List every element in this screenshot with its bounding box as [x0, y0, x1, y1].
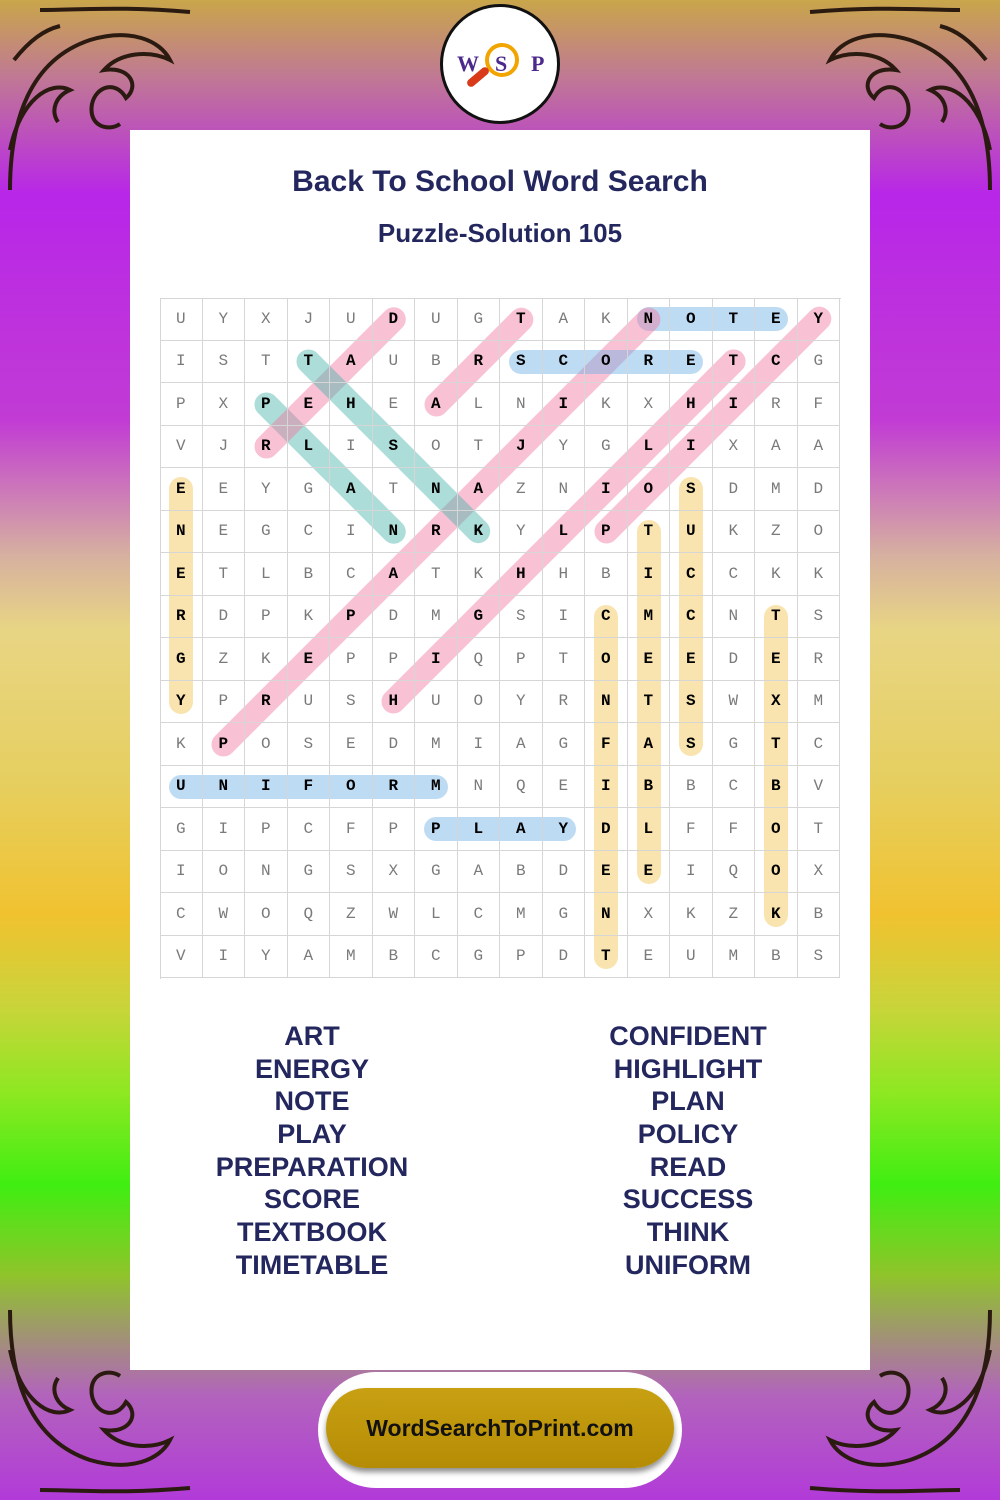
- grid-cell[interactable]: Y: [245, 936, 288, 979]
- grid-cell[interactable]: R: [415, 511, 458, 554]
- grid-cell[interactable]: C: [670, 553, 713, 596]
- word-list-item: SCORE: [263, 1184, 361, 1215]
- grid-cell[interactable]: A: [415, 383, 458, 426]
- grid-cell[interactable]: Q: [713, 851, 756, 894]
- grid-cell[interactable]: T: [628, 511, 671, 554]
- grid-cell[interactable]: I: [543, 383, 586, 426]
- grid-cell[interactable]: I: [330, 426, 373, 469]
- grid-cell[interactable]: C: [288, 808, 331, 851]
- grid-cell[interactable]: W: [713, 681, 756, 724]
- grid-cell[interactable]: C: [713, 766, 756, 809]
- grid-cell[interactable]: Z: [755, 511, 798, 554]
- grid-cell[interactable]: I: [203, 936, 246, 979]
- grid-cell[interactable]: D: [373, 723, 416, 766]
- word-list-item: UNIFORM: [625, 1249, 751, 1280]
- grid-cell[interactable]: J: [288, 298, 331, 341]
- grid-cell[interactable]: B: [415, 341, 458, 384]
- word-list-item: NOTE: [274, 1086, 350, 1117]
- grid-cell[interactable]: O: [755, 851, 798, 894]
- grid-cell[interactable]: T: [288, 341, 331, 384]
- word-list-item: ART: [284, 1021, 340, 1051]
- grid-cell[interactable]: H: [500, 553, 543, 596]
- grid-cell[interactable]: F: [330, 808, 373, 851]
- grid-cell[interactable]: Y: [203, 298, 246, 341]
- grid-cell[interactable]: D: [203, 596, 246, 639]
- grid-cell[interactable]: M: [798, 681, 841, 724]
- grid-cell[interactable]: Q: [288, 893, 331, 936]
- grid-cell[interactable]: P: [415, 808, 458, 851]
- grid-cell[interactable]: M: [755, 468, 798, 511]
- grid-cell[interactable]: S: [373, 426, 416, 469]
- grid-cell[interactable]: L: [628, 426, 671, 469]
- grid-cell[interactable]: R: [543, 681, 586, 724]
- grid-cell[interactable]: A: [798, 426, 841, 469]
- grid-cell[interactable]: O: [245, 723, 288, 766]
- grid-cell[interactable]: M: [713, 936, 756, 979]
- grid-cell[interactable]: N: [203, 766, 246, 809]
- grid-cell[interactable]: T: [373, 468, 416, 511]
- grid-cell[interactable]: N: [160, 511, 203, 554]
- grid-cell[interactable]: O: [585, 638, 628, 681]
- grid-cell[interactable]: L: [628, 808, 671, 851]
- grid-cell[interactable]: T: [500, 298, 543, 341]
- grid-cell[interactable]: N: [628, 298, 671, 341]
- grid-cell[interactable]: A: [755, 426, 798, 469]
- grid-cell[interactable]: N: [585, 893, 628, 936]
- grid-cell[interactable]: A: [458, 468, 501, 511]
- word-list-item: SUCCESS: [622, 1184, 754, 1215]
- grid-cell[interactable]: F: [798, 383, 841, 426]
- grid-cell[interactable]: G: [543, 723, 586, 766]
- grid-cell[interactable]: D: [373, 596, 416, 639]
- grid-cell[interactable]: I: [415, 638, 458, 681]
- grid-cell[interactable]: O: [628, 468, 671, 511]
- grid-cell[interactable]: M: [415, 596, 458, 639]
- grid-cell[interactable]: I: [585, 766, 628, 809]
- grid-cell[interactable]: D: [585, 808, 628, 851]
- grid-cell[interactable]: U: [415, 681, 458, 724]
- grid-cell[interactable]: P: [585, 511, 628, 554]
- grid-cell[interactable]: X: [798, 851, 841, 894]
- grid-cell[interactable]: E: [203, 511, 246, 554]
- grid-cell[interactable]: K: [458, 511, 501, 554]
- grid-cell[interactable]: O: [458, 681, 501, 724]
- grid-cell[interactable]: E: [585, 851, 628, 894]
- grid-cell[interactable]: G: [458, 596, 501, 639]
- grid-cell[interactable]: O: [245, 893, 288, 936]
- grid-cell[interactable]: O: [330, 766, 373, 809]
- grid-cell[interactable]: Q: [458, 638, 501, 681]
- grid-cell[interactable]: P: [245, 596, 288, 639]
- grid-cell[interactable]: C: [543, 341, 586, 384]
- grid-cell[interactable]: M: [500, 893, 543, 936]
- grid-cell[interactable]: D: [798, 468, 841, 511]
- grid-cell[interactable]: S: [330, 851, 373, 894]
- grid-cell[interactable]: V: [160, 426, 203, 469]
- grid-cell[interactable]: I: [160, 851, 203, 894]
- grid-cell[interactable]: B: [798, 893, 841, 936]
- grid-cell[interactable]: C: [670, 596, 713, 639]
- grid-cell[interactable]: T: [713, 298, 756, 341]
- grid-cell[interactable]: N: [543, 468, 586, 511]
- grid-cell[interactable]: E: [160, 468, 203, 511]
- grid-cell[interactable]: C: [585, 596, 628, 639]
- word-list-item: ENERGY: [254, 1053, 370, 1084]
- grid-cell[interactable]: W: [373, 893, 416, 936]
- grid-cell[interactable]: G: [288, 851, 331, 894]
- grid-cell[interactable]: U: [373, 341, 416, 384]
- grid-cell[interactable]: R: [755, 383, 798, 426]
- grid-cell[interactable]: O: [415, 426, 458, 469]
- grid-cell[interactable]: I: [670, 851, 713, 894]
- grid-cell[interactable]: B: [755, 766, 798, 809]
- grid-cell[interactable]: L: [543, 511, 586, 554]
- word-list-item: TEXTBOOK: [236, 1217, 387, 1248]
- grid-cell[interactable]: C: [755, 341, 798, 384]
- site-link[interactable]: WordSearchToPrint.com: [326, 1388, 674, 1468]
- grid-cell[interactable]: X: [628, 893, 671, 936]
- grid-cell[interactable]: O: [670, 298, 713, 341]
- grid-cell[interactable]: N: [585, 681, 628, 724]
- grid-cell[interactable]: I: [585, 468, 628, 511]
- grid-cell[interactable]: T: [628, 681, 671, 724]
- grid-cell[interactable]: B: [373, 936, 416, 979]
- grid-cell[interactable]: Z: [500, 468, 543, 511]
- grid-cell[interactable]: I: [458, 723, 501, 766]
- grid-cell[interactable]: B: [500, 851, 543, 894]
- grid-cell[interactable]: Y: [798, 298, 841, 341]
- grid-cell[interactable]: D: [713, 468, 756, 511]
- grid-cell[interactable]: G: [543, 893, 586, 936]
- grid-cell[interactable]: I: [543, 596, 586, 639]
- grid-cell[interactable]: F: [288, 766, 331, 809]
- grid-cell[interactable]: M: [415, 723, 458, 766]
- grid-cell[interactable]: D: [543, 851, 586, 894]
- grid-cell[interactable]: P: [245, 383, 288, 426]
- grid-cell[interactable]: S: [798, 936, 841, 979]
- grid-cell[interactable]: G: [415, 851, 458, 894]
- grid-cell[interactable]: E: [373, 383, 416, 426]
- grid-cell[interactable]: A: [330, 468, 373, 511]
- grid-cell[interactable]: P: [330, 596, 373, 639]
- grid-cell[interactable]: H: [330, 383, 373, 426]
- grid-cell[interactable]: R: [458, 341, 501, 384]
- word-list-item: PREPARATION: [215, 1151, 409, 1182]
- grid-cell[interactable]: C: [330, 553, 373, 596]
- grid-cell[interactable]: E: [755, 638, 798, 681]
- grid-cell[interactable]: Y: [500, 681, 543, 724]
- grid-cell[interactable]: E: [160, 553, 203, 596]
- grid-cell[interactable]: M: [628, 596, 671, 639]
- page-subtitle: Puzzle-Solution 105: [377, 218, 623, 248]
- grid-cell[interactable]: Q: [500, 766, 543, 809]
- grid-cell[interactable]: B: [670, 766, 713, 809]
- word-list-item: THINK: [646, 1217, 730, 1248]
- grid-cell[interactable]: E: [670, 638, 713, 681]
- grid-cell[interactable]: R: [628, 341, 671, 384]
- grid-cell[interactable]: X: [373, 851, 416, 894]
- grid-cell[interactable]: I: [160, 341, 203, 384]
- grid-cell[interactable]: O: [585, 341, 628, 384]
- grid-cell[interactable]: F: [713, 808, 756, 851]
- grid-cell[interactable]: T: [755, 596, 798, 639]
- grid-cell[interactable]: K: [798, 553, 841, 596]
- word-list-right: [488, 1020, 888, 1282]
- grid-cell[interactable]: E: [628, 638, 671, 681]
- grid-cell[interactable]: S: [670, 681, 713, 724]
- grid-cell[interactable]: R: [245, 426, 288, 469]
- grid-cell[interactable]: E: [203, 468, 246, 511]
- grid-cell[interactable]: Y: [160, 681, 203, 724]
- grid-cell[interactable]: R: [373, 766, 416, 809]
- grid-cell[interactable]: D: [713, 638, 756, 681]
- grid-cell[interactable]: R: [245, 681, 288, 724]
- grid-cell[interactable]: L: [458, 808, 501, 851]
- grid-cell[interactable]: X: [203, 383, 246, 426]
- grid-cell[interactable]: L: [288, 426, 331, 469]
- grid-cell[interactable]: S: [670, 723, 713, 766]
- logo-letter: S: [495, 51, 508, 76]
- grid-cell[interactable]: I: [203, 808, 246, 851]
- grid-cell[interactable]: N: [245, 851, 288, 894]
- page-title: Back To School Word Search: [292, 165, 708, 198]
- grid-cell[interactable]: D: [373, 298, 416, 341]
- grid-cell[interactable]: M: [415, 766, 458, 809]
- grid-cell[interactable]: Z: [203, 638, 246, 681]
- grid-cell[interactable]: E: [288, 383, 331, 426]
- grid-cell[interactable]: N: [500, 383, 543, 426]
- word-list-item: HIGHLIGHT: [613, 1053, 763, 1084]
- grid-cell[interactable]: A: [288, 936, 331, 979]
- grid-cell[interactable]: D: [543, 936, 586, 979]
- grid-cell[interactable]: N: [415, 468, 458, 511]
- grid-cell[interactable]: I: [670, 426, 713, 469]
- footer-badge: [318, 1372, 682, 1488]
- grid-cell[interactable]: N: [373, 511, 416, 554]
- grid-cell[interactable]: P: [203, 681, 246, 724]
- grid-cell[interactable]: K: [585, 383, 628, 426]
- grid-cell[interactable]: X: [713, 426, 756, 469]
- grid-cell[interactable]: P: [203, 723, 246, 766]
- grid-cell[interactable]: F: [670, 808, 713, 851]
- logo-letter: P: [531, 51, 545, 76]
- grid-cell[interactable]: V: [160, 936, 203, 979]
- word-list-item: TIMETABLE: [235, 1249, 389, 1280]
- word-list-item: READ: [649, 1151, 727, 1182]
- grid-cell[interactable]: T: [458, 426, 501, 469]
- grid-cell[interactable]: B: [585, 553, 628, 596]
- grid-cell[interactable]: G: [245, 511, 288, 554]
- grid-cell[interactable]: N: [713, 596, 756, 639]
- grid-cell[interactable]: O: [755, 808, 798, 851]
- grid-cell[interactable]: S: [203, 341, 246, 384]
- wsp-logo[interactable]: [440, 4, 560, 124]
- grid-cell[interactable]: E: [543, 766, 586, 809]
- grid-cell[interactable]: T: [798, 808, 841, 851]
- grid-cell[interactable]: G: [458, 936, 501, 979]
- grid-cell[interactable]: C: [415, 936, 458, 979]
- grid-cell[interactable]: Y: [500, 511, 543, 554]
- grid-cell[interactable]: X: [755, 681, 798, 724]
- grid-cell[interactable]: P: [500, 936, 543, 979]
- grid-cell[interactable]: K: [670, 893, 713, 936]
- grid-cell[interactable]: X: [628, 383, 671, 426]
- grid-cell[interactable]: H: [373, 681, 416, 724]
- grid-cell[interactable]: C: [798, 723, 841, 766]
- grid-cell[interactable]: I: [713, 383, 756, 426]
- word-list-item: PLAY: [277, 1119, 347, 1150]
- grid-cell[interactable]: Y: [543, 808, 586, 851]
- grid-cell[interactable]: E: [628, 936, 671, 979]
- grid-cell[interactable]: A: [330, 341, 373, 384]
- grid-cell[interactable]: T: [755, 723, 798, 766]
- grid-cell[interactable]: E: [330, 723, 373, 766]
- grid-cell[interactable]: T: [543, 638, 586, 681]
- grid-cell[interactable]: V: [798, 766, 841, 809]
- grid-cell[interactable]: H: [543, 553, 586, 596]
- word-list-left: [112, 1020, 512, 1282]
- grid-cell[interactable]: K: [245, 638, 288, 681]
- grid-cell[interactable]: T: [245, 341, 288, 384]
- grid-cell[interactable]: T: [203, 553, 246, 596]
- grid-cell[interactable]: K: [755, 893, 798, 936]
- grid-cell[interactable]: J: [203, 426, 246, 469]
- grid-cell[interactable]: C: [458, 893, 501, 936]
- grid-cell[interactable]: G: [713, 723, 756, 766]
- grid-cell[interactable]: T: [415, 553, 458, 596]
- grid-cell[interactable]: B: [628, 766, 671, 809]
- grid-cell[interactable]: H: [670, 383, 713, 426]
- grid-cell[interactable]: A: [543, 298, 586, 341]
- grid-cell[interactable]: C: [160, 893, 203, 936]
- grid-cell[interactable]: S: [670, 468, 713, 511]
- grid-cell[interactable]: O: [798, 511, 841, 554]
- grid-cell[interactable]: L: [245, 553, 288, 596]
- grid-cell[interactable]: E: [628, 851, 671, 894]
- grid-cell[interactable]: P: [373, 808, 416, 851]
- grid-cell[interactable]: K: [288, 596, 331, 639]
- grid-cell[interactable]: W: [203, 893, 246, 936]
- grid-cell[interactable]: G: [160, 638, 203, 681]
- grid-cell[interactable]: K: [585, 298, 628, 341]
- grid-cell[interactable]: X: [245, 298, 288, 341]
- grid-cell[interactable]: I: [245, 766, 288, 809]
- grid-cell[interactable]: K: [755, 553, 798, 596]
- grid-cell[interactable]: U: [160, 298, 203, 341]
- grid-cell[interactable]: I: [330, 511, 373, 554]
- grid-cell[interactable]: Z: [330, 893, 373, 936]
- grid-cell[interactable]: K: [713, 511, 756, 554]
- grid-cell[interactable]: P: [373, 638, 416, 681]
- word-list-item: POLICY: [637, 1119, 739, 1150]
- grid-cell[interactable]: P: [245, 808, 288, 851]
- grid-cell[interactable]: F: [585, 723, 628, 766]
- grid-cell[interactable]: G: [458, 298, 501, 341]
- grid-cell[interactable]: N: [458, 766, 501, 809]
- grid-cell[interactable]: B: [755, 936, 798, 979]
- grid-cell[interactable]: E: [288, 638, 331, 681]
- grid-cell[interactable]: U: [670, 511, 713, 554]
- grid-cell[interactable]: A: [373, 553, 416, 596]
- grid-cell[interactable]: U: [160, 766, 203, 809]
- grid-cell[interactable]: G: [160, 808, 203, 851]
- grid-cell[interactable]: J: [500, 426, 543, 469]
- grid-cell[interactable]: A: [458, 851, 501, 894]
- word-list-item: CONFIDENT: [609, 1021, 767, 1051]
- grid-cell[interactable]: M: [330, 936, 373, 979]
- grid-cell[interactable]: E: [755, 298, 798, 341]
- grid-cell[interactable]: G: [585, 426, 628, 469]
- grid-cell[interactable]: L: [458, 383, 501, 426]
- grid-cell[interactable]: P: [330, 638, 373, 681]
- grid-cell[interactable]: O: [203, 851, 246, 894]
- grid-cell[interactable]: K: [458, 553, 501, 596]
- grid-cell[interactable]: B: [288, 553, 331, 596]
- grid-cell[interactable]: S: [330, 681, 373, 724]
- grid-cell[interactable]: T: [585, 936, 628, 979]
- grid-cell[interactable]: T: [713, 341, 756, 384]
- grid-cell[interactable]: A: [628, 723, 671, 766]
- grid-cell[interactable]: Y: [543, 426, 586, 469]
- grid-cell[interactable]: G: [288, 468, 331, 511]
- word-list-item: PLAN: [651, 1086, 725, 1117]
- grid-cell[interactable]: C: [288, 511, 331, 554]
- grid-cell[interactable]: S: [288, 723, 331, 766]
- grid-cell[interactable]: A: [500, 808, 543, 851]
- grid-cell[interactable]: G: [798, 341, 841, 384]
- grid-cell[interactable]: C: [713, 553, 756, 596]
- grid-cell[interactable]: Y: [245, 468, 288, 511]
- grid-cell[interactable]: U: [415, 298, 458, 341]
- grid-cell[interactable]: P: [160, 383, 203, 426]
- grid-cell[interactable]: P: [500, 638, 543, 681]
- grid-cell[interactable]: I: [628, 553, 671, 596]
- grid-cell[interactable]: U: [670, 936, 713, 979]
- grid-cell[interactable]: Z: [713, 893, 756, 936]
- grid-cell[interactable]: E: [670, 341, 713, 384]
- grid-cell[interactable]: S: [500, 596, 543, 639]
- grid-cell[interactable]: R: [160, 596, 203, 639]
- grid-cell[interactable]: K: [160, 723, 203, 766]
- grid-cell[interactable]: S: [798, 596, 841, 639]
- grid-cell[interactable]: L: [415, 893, 458, 936]
- logo-letter: W: [457, 51, 479, 76]
- grid-cell[interactable]: U: [288, 681, 331, 724]
- grid-cell[interactable]: A: [500, 723, 543, 766]
- grid-cell[interactable]: S: [500, 341, 543, 384]
- grid-cell[interactable]: R: [798, 638, 841, 681]
- grid-cell[interactable]: U: [330, 298, 373, 341]
